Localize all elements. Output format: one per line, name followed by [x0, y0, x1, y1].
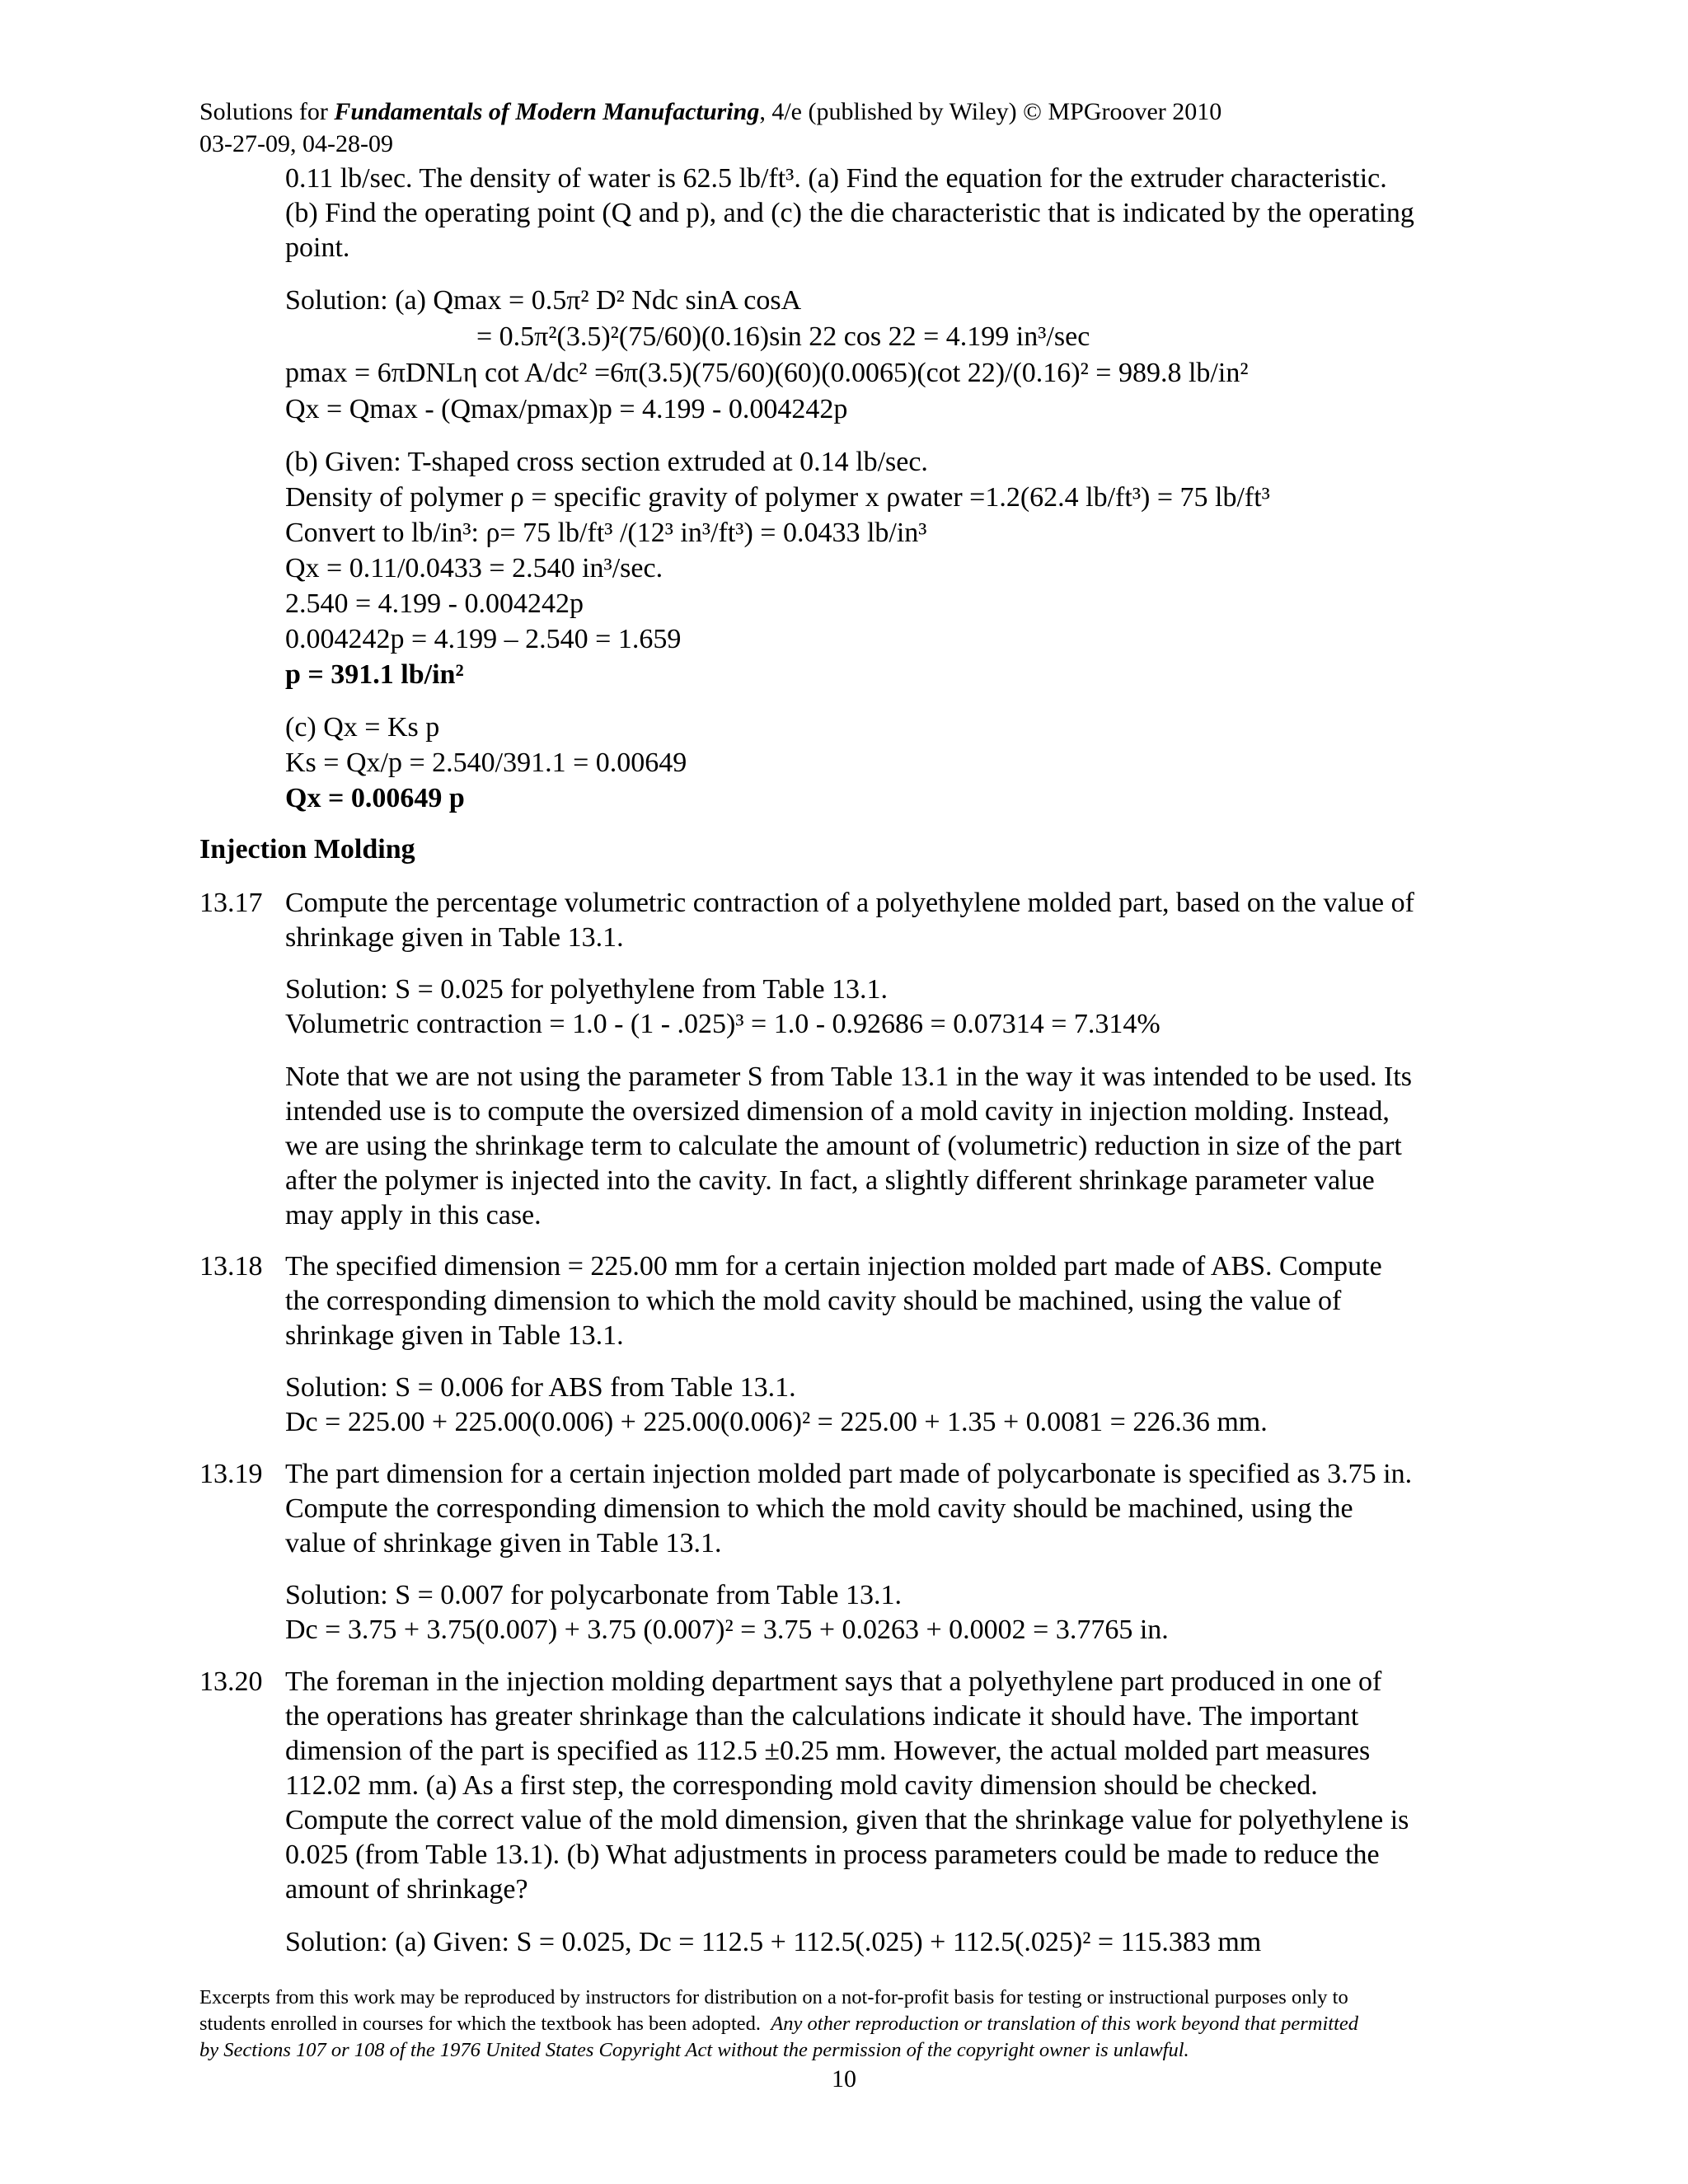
note-line: we are using the shrinkage term to calculate the amount of (volumetric) reduction in size of the part	[285, 1131, 1402, 1161]
solution-line: Density of polymer ρ = specific gravity of polymer x ρwater =1.2(62.4 lb/ft³) = 75 lb/ft³	[285, 482, 1270, 513]
problem-text-line: amount of shrinkage?	[285, 1874, 528, 1905]
problem-text-line: dimension of the part is specified as 112.5 ±0.25 mm. However, the actual molded part measures	[285, 1736, 1371, 1766]
note-line: Note that we are not using the parameter S from Table 13.1 in the way it was intended to be used. Its	[285, 1062, 1413, 1092]
problem-text-line: The foreman in the injection molding department says that a polyethylene part produced in one of	[285, 1666, 1382, 1697]
note-line: intended use is to compute the oversized dimension of a mold cavity in injection molding. Instead,	[285, 1096, 1390, 1127]
note-line: after the polymer is injected into the cavity. In fact, a slightly different shrinkage parameter value	[285, 1165, 1375, 1196]
problem-text-line: point.	[285, 232, 350, 263]
problem-text-line: the operations has greater shrinkage than the calculations indicate it should have. The important	[285, 1701, 1359, 1732]
solution-line: Dc = 225.00 + 225.00(0.006) + 225.00(0.006)² = 225.00 + 1.35 + 0.0081 = 226.36 mm.	[285, 1407, 1268, 1437]
problem-text-line: 0.025 (from Table 13.1). (b) What adjustments in process parameters could be made to reduce the	[285, 1840, 1380, 1870]
solution-line: Solution: (a) Given: S = 0.025, Dc = 112.5 + 112.5(.025) + 112.5(.025)² = 115.383 mm	[285, 1927, 1262, 1957]
problem-text-line: The specified dimension = 225.00 mm for a certain injection molded part made of ABS. Compute	[285, 1251, 1382, 1282]
solution-line: Solution: S = 0.006 for ABS from Table 13.1.	[285, 1372, 796, 1403]
problem-number: 13.20	[199, 1666, 263, 1697]
problem-number: 13.17	[199, 888, 263, 918]
problem-text-line: (b) Find the operating point (Q and p), and (c) the die characteristic that is indicated by the operating	[285, 198, 1414, 228]
problem-text-line: shrinkage given in Table 13.1.	[285, 922, 624, 953]
solution-line: Ks = Qx/p = 2.540/391.1 = 0.00649	[285, 748, 687, 778]
solution-result-line: Qx = Qmax - (Qmax/pmax)p = 4.199 - 0.004242p	[285, 394, 848, 424]
header-prefix: Solutions for	[199, 98, 335, 125]
problem-text-line: 112.02 mm. (a) As a first step, the corresponding mold cavity dimension should be checked.	[285, 1770, 1318, 1801]
footer-plain-text: students enrolled in courses for which the textbook has been adopted.	[199, 2013, 762, 2035]
problem-text-line: shrinkage given in Table 13.1.	[285, 1320, 624, 1351]
copyright-footer-line	[199, 2011, 1358, 2037]
solution-line: Solution: (a) Qmax = 0.5π² D² Ndc sinA cosA	[285, 285, 802, 316]
problem-text-line: value of shrinkage given in Table 13.1.	[285, 1528, 722, 1558]
problem-text-line: Compute the percentage volumetric contraction of a polyethylene molded part, based on the value of	[285, 888, 1414, 918]
solution-line: Qx = 0.11/0.0433 = 2.540 in³/sec.	[285, 553, 663, 583]
solution-line: Solution: S = 0.007 for polycarbonate from Table 13.1.	[285, 1580, 902, 1610]
solution-result-line: p = 391.1 lb/in²	[285, 659, 464, 690]
solution-result-line: Qx = 0.00649 p	[285, 783, 465, 813]
header-suffix: , 4/e (published by Wiley) © MPGroover 2010	[759, 98, 1222, 125]
solution-line: = 0.5π²(3.5)²(75/60)(0.16)sin 22 cos 22 = 4.199 in³/sec	[476, 321, 1090, 352]
solution-line: Volumetric contraction = 1.0 - (1 - .025)³ = 1.0 - 0.92686 = 0.07314 = 7.314%	[285, 1009, 1160, 1039]
section-heading: Injection Molding	[199, 834, 415, 865]
solution-line: Convert to lb/in³: ρ= 75 lb/ft³ /(12³ in³/ft³) = 0.0433 lb/in³	[285, 518, 927, 548]
problem-text-line: Compute the corresponding dimension to which the mold cavity should be machined, using the	[285, 1493, 1353, 1524]
problem-text-line: The part dimension for a certain injection molded part made of polycarbonate is specified as 3.75 in.	[285, 1459, 1413, 1489]
solution-line: (c) Qx = Ks p	[285, 712, 440, 743]
page-header-dates: 03-27-09, 04-28-09	[199, 130, 393, 157]
page-number: 10	[832, 2065, 856, 2093]
problem-text-line: 0.11 lb/sec. The density of water is 62.5 lb/ft³. (a) Find the equation for the extruder characteristic.	[285, 163, 1387, 194]
book-title: Fundamentals of Modern Manufacturing	[334, 98, 760, 125]
page-header-line1	[199, 96, 1221, 128]
note-line: may apply in this case.	[285, 1200, 542, 1230]
problem-text-line: the corresponding dimension to which the mold cavity should be machined, using the value of	[285, 1286, 1342, 1316]
solution-line: pmax = 6πDNLη cot A/dc² =6π(3.5)(75/60)(60)(0.0065)(cot 22)/(0.16)² = 989.8 lb/in²	[285, 358, 1249, 388]
footer-italic-text: Any other reproduction or translation of this work beyond that permitted	[771, 2013, 1359, 2035]
solution-line: 2.540 = 4.199 - 0.004242p	[285, 588, 584, 619]
problem-text-line: Compute the correct value of the mold dimension, given that the shrinkage value for polyethylene is	[285, 1805, 1409, 1835]
copyright-footer-line: Excerpts from this work may be reproduced by instructors for distribution on a not-for-profit basis for testing or instructional purposes only to	[199, 1986, 1348, 2008]
copyright-footer-line: by Sections 107 or 108 of the 1976 United States Copyright Act without the permission of the copyright owner is unlawful.	[199, 2039, 1189, 2061]
solution-line: 0.004242p = 4.199 – 2.540 = 1.659	[285, 624, 682, 654]
solution-line: Solution: S = 0.025 for polyethylene from Table 13.1.	[285, 974, 889, 1005]
problem-number: 13.19	[199, 1459, 263, 1489]
solution-line: Dc = 3.75 + 3.75(0.007) + 3.75 (0.007)² = 3.75 + 0.0263 + 0.0002 = 3.7765 in.	[285, 1615, 1169, 1645]
problem-number: 13.18	[199, 1251, 263, 1282]
solution-line: (b) Given: T-shaped cross section extruded at 0.14 lb/sec.	[285, 447, 928, 477]
